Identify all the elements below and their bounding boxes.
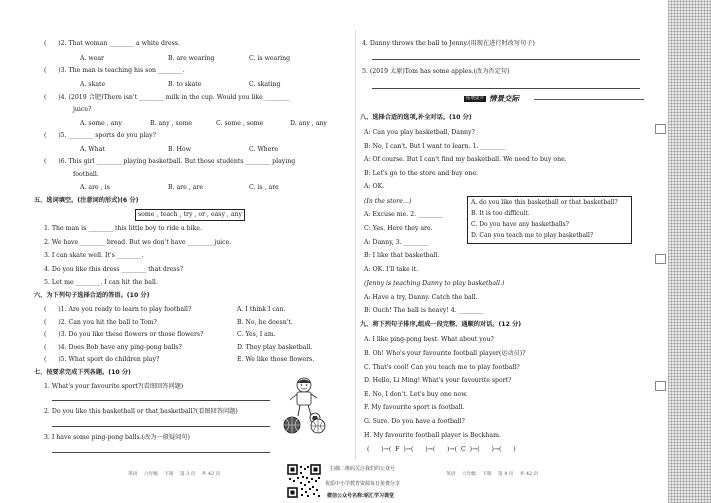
q6-option-c: C. is , are	[249, 184, 279, 191]
choice-b: B. It is too difficult.	[471, 210, 530, 217]
match-a-b: B. No, he doesn't.	[237, 319, 293, 326]
dialog-line-1: A: Can you play basketball, Danny?	[364, 129, 475, 136]
match-a-e: E. We like those flowers.	[237, 356, 315, 363]
store-note: (In the store…)	[364, 198, 412, 205]
right-footer: 英语 六年级 下册 第 4 页 共 42 页	[446, 472, 539, 477]
task-3: 3. I have some ping-pong balls.(改为一般疑问句)	[44, 434, 190, 441]
match-a-d: D. They play basketball.	[237, 344, 313, 351]
order-f: F. My favourite sport is football.	[364, 404, 465, 411]
dialog2-line-4: B: I like that basketball.	[364, 252, 440, 259]
word-box: some , teach , try , or , easy , any	[135, 209, 245, 221]
section-5-title: 五、选词填空。(注意词的形式)(6 分)	[34, 197, 139, 204]
scan-qr-text: 扫描二维码关注我们的公众号	[330, 466, 396, 472]
dialog-line-2: B: No, I can't. But I want to learn. 1. ________	[364, 143, 506, 150]
question-3: ( )3. The man is teaching his son ________.	[44, 67, 185, 74]
task-4-answer-line[interactable]	[372, 59, 640, 60]
question-4-continued: juice?	[73, 106, 92, 113]
q5-option-c: C. Where	[249, 146, 279, 153]
question-5: ( )5. ________ sports do you play?	[44, 132, 156, 139]
section-8-title: 八、选择合适的选项,补全对话。(10 分)	[360, 114, 472, 121]
match-q-3: ( )3. Do you like these flowers or those flowers?	[44, 331, 204, 338]
order-e: E. No, I don't. Let's buy one now.	[364, 391, 468, 398]
question-6-continued: football.	[73, 171, 99, 178]
task-2: 2. Do you like this basketball or that basketball?(看图回答问题)	[44, 408, 238, 415]
q2-option-a: A. wear	[80, 55, 105, 62]
dialog-line-4: B: Let's go to the store and buy one.	[364, 170, 478, 177]
banner-title: 情景交际	[489, 94, 519, 103]
fill-5: 5. Let me ________. I can hit the ball.	[44, 279, 158, 286]
dialog2-line-5: A: OK. I'll take it.	[364, 266, 419, 273]
order-c: C. That's cool! Can you teach me to play football?	[364, 364, 520, 371]
match-q-4: ( )4. Does Bob have any ping-pong balls?	[44, 344, 182, 351]
q5-option-a: A. What	[80, 146, 105, 153]
task-5: 5. (2019 太原)Tom has some apples.(改为否定句)	[362, 68, 510, 75]
q2-option-c: C. is wearing	[249, 55, 291, 62]
q6-option-b: B. are , are	[168, 184, 203, 191]
jenny-note: (Jenny is teaching Danny to play basketball.)	[364, 280, 505, 287]
task-1: 1. What's your favourite sport?(看图回答问题)	[44, 383, 184, 390]
qr-code	[287, 464, 321, 498]
q4-option-b: B. any , some	[150, 120, 192, 127]
choice-c: C. Do you have any basketballs?	[471, 221, 569, 228]
basketballs-illustration	[282, 412, 332, 436]
task-1-answer-line[interactable]	[52, 400, 270, 401]
q6-option-a: A. are , is	[80, 184, 110, 191]
order-h: H. My favourite football player is Beckham.	[364, 432, 501, 439]
dialog3-line-1: A: Have a try, Danny. Catch the ball.	[364, 294, 478, 301]
order-d: D. Hello, Li Ming! What's your favourite sport?	[364, 377, 512, 384]
share-text: 优质中小学教育资源每日免费分享	[325, 481, 401, 487]
q3-option-c: C. skating	[249, 81, 281, 88]
section-6-title: 六、为下列句子选择合适的答语。(10 分)	[34, 292, 150, 299]
order-g: G. Sure. Do you have a football?	[364, 418, 465, 425]
choice-a: A. do you like this basketball or that basketball?	[471, 199, 618, 206]
section-7-title: 七、按要求完成下列各题。(10 分)	[34, 369, 131, 376]
fill-4: 4. Do you like this dress ________ that dress?	[44, 266, 184, 273]
order-answer-row[interactable]: ( )→( F )→( )→( )→( C )→( )→( )	[367, 446, 516, 453]
question-6: ( )6. This girl ________ playing basketball. But those students ________ playing	[44, 158, 296, 165]
choice-box	[467, 196, 632, 244]
q4-option-d: D. any , any	[290, 120, 327, 127]
dialog-line-5: A: OK.	[364, 183, 385, 190]
binding-mark-middle	[655, 254, 666, 264]
fill-3: 3. I can skate well. It's ________.	[44, 252, 144, 259]
dialog2-line-1: A: Excuse me. 2. ________	[364, 211, 443, 218]
banner-rule	[534, 99, 644, 100]
choice-d: D. Can you teach me to play basketball?	[471, 232, 594, 239]
dialog3-line-2: B: Ouch! The ball is heavy! 4. ________	[364, 307, 484, 314]
binding-mark-top	[655, 124, 666, 134]
q3-option-b: B. to skate	[168, 81, 202, 88]
q5-option-b: B. How	[168, 146, 191, 153]
wechat-text: 微信公众号名称:铭汇学习课堂	[327, 493, 395, 499]
match-a-c: C. Yes, I am.	[237, 331, 276, 338]
page-divider	[355, 30, 356, 460]
section-9-title: 九、将下列句子排序,组成一段完整、通顺的对话。(12 分)	[360, 321, 522, 328]
dialog2-line-3: A: Danny, 3. ________	[364, 239, 429, 246]
q4-option-c: C. some , some	[216, 120, 264, 127]
task-5-answer-line[interactable]	[372, 88, 640, 89]
task-2-answer-line[interactable]	[52, 426, 270, 427]
q4-option-a: A. some , any	[80, 120, 122, 127]
binding-mark-bottom	[655, 381, 666, 391]
binding-strip	[668, 0, 711, 503]
match-q-5: ( )5. What sport do children play?	[44, 356, 160, 363]
order-b: B. Oh! Who's your favourite football player(运动员)?	[364, 350, 526, 357]
order-a: A. I like ping-pong best. What about you?	[364, 336, 494, 343]
match-q-2: ( )2. Can you hit the ball to Tom?	[44, 319, 157, 326]
match-a-a: A. I think I can.	[237, 306, 286, 313]
match-q-1: ( )1. Are you ready to learn to play football?	[44, 306, 192, 313]
question-2: ( )2. That woman ________ a white dress.	[44, 40, 180, 47]
task-3-answer-line[interactable]	[52, 452, 270, 453]
left-footer: 英语 六年级 下册 第 3 页 共 42 页	[128, 472, 221, 477]
task-4: 4. Danny throws the ball to Jenny.(用现在进行时改写句子)	[362, 40, 535, 47]
dialog-line-3: A: Of course. But I can't find my basketball. We need to buy one.	[364, 156, 567, 163]
section-banner	[464, 94, 644, 104]
banner-tag: 拓展提升	[466, 96, 484, 101]
fill-1: 1. The man is ________ this little boy to ride a bike.	[44, 225, 202, 232]
question-4: ( )4. (2019 合肥)There isn't ________ milk in the cup. Would you like ________	[44, 94, 290, 101]
q2-option-b: B. are wearing	[168, 55, 215, 62]
fill-2: 2. We have ________ bread. But we don't have ________ juice.	[44, 239, 232, 246]
dialog2-line-2: C: Yes. Here they are.	[364, 225, 433, 232]
q3-option-a: A. skate	[80, 81, 106, 88]
